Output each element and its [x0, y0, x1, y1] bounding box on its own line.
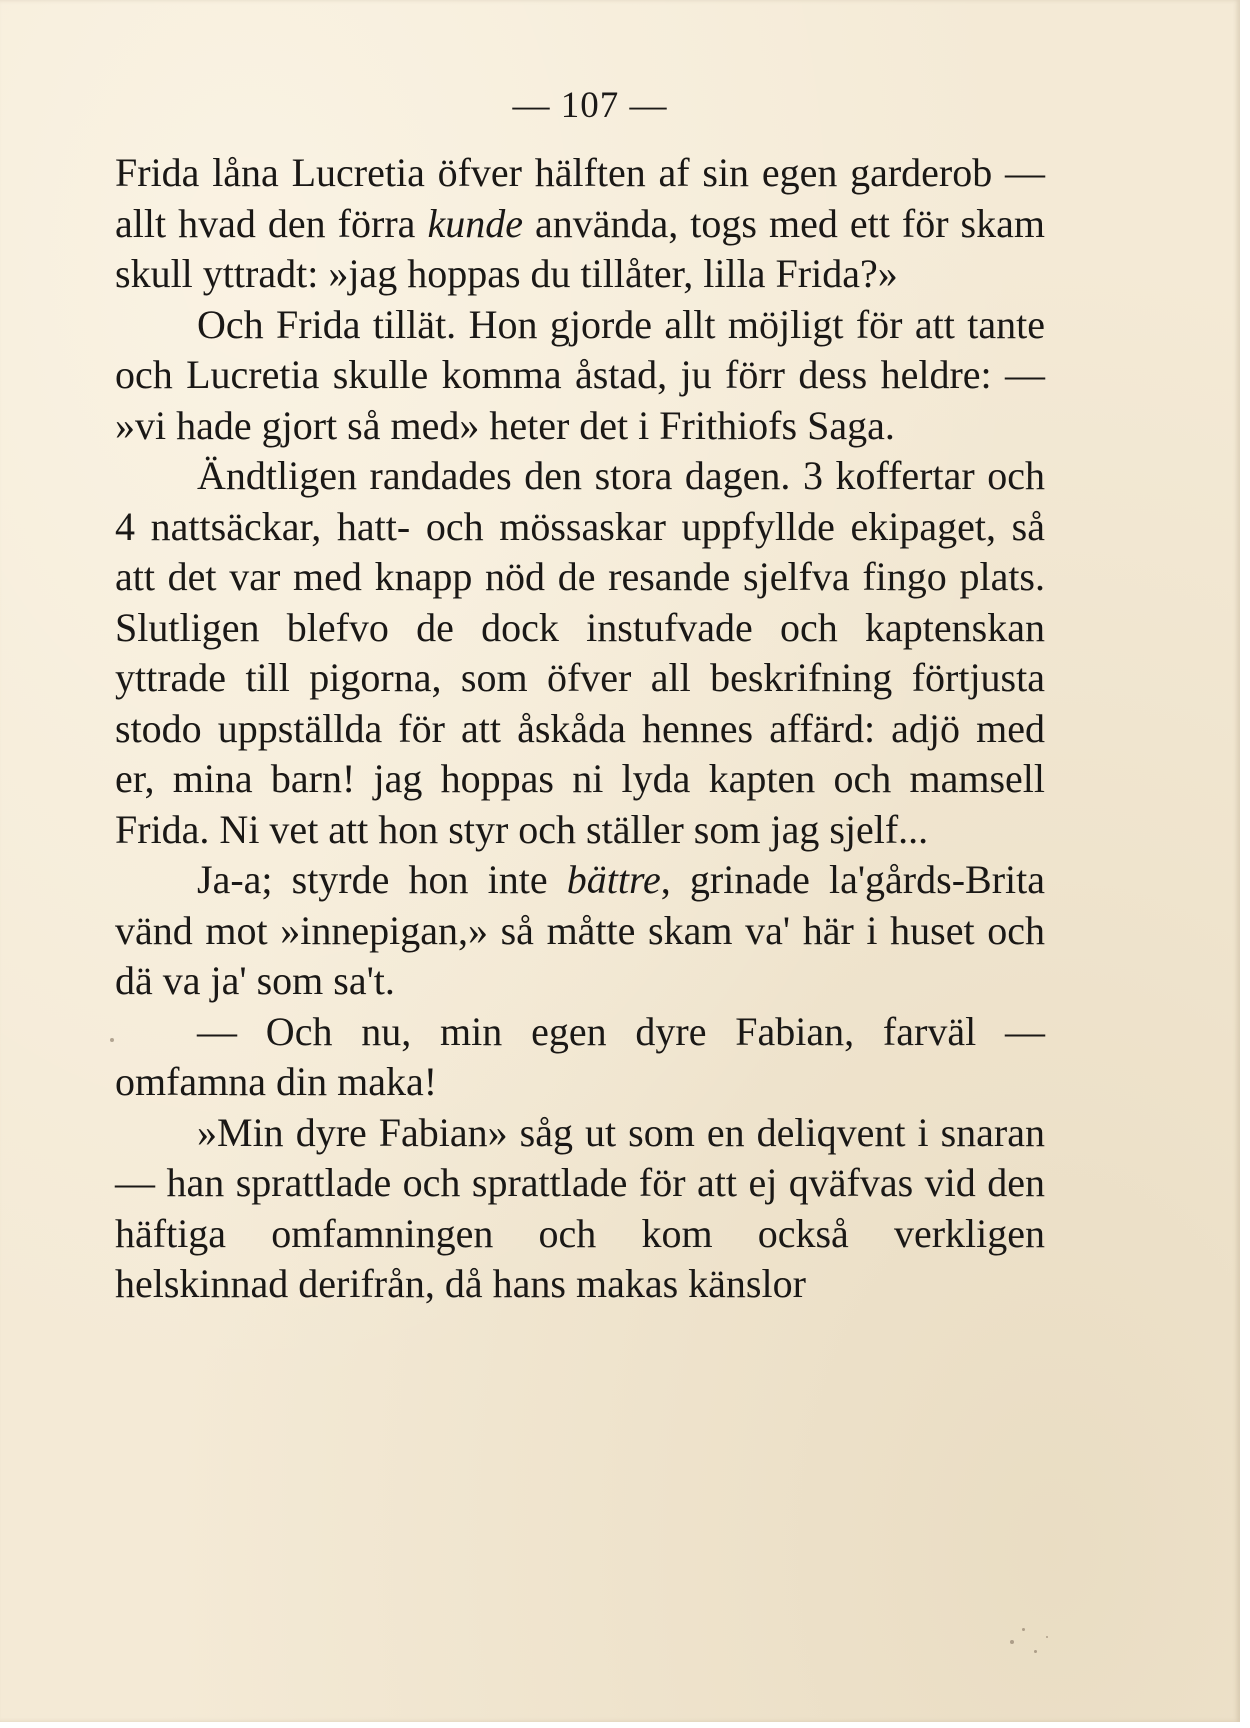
emphasis-text: bättre [566, 857, 661, 902]
paragraph-text: Frida låna Lucretia öfver hälften af sin egen garderob — allt hvad den förra [115, 150, 1045, 246]
paper-speck [1034, 1650, 1037, 1653]
body-text [115, 148, 1045, 1310]
paper-speck [1046, 1636, 1048, 1638]
paragraph-text: Ja-a; styrde hon inte [197, 857, 567, 902]
paragraph-4 [115, 855, 1045, 1007]
paragraph-1 [115, 148, 1045, 300]
paragraph-5 [115, 1007, 1045, 1108]
paper-speck [1022, 1628, 1025, 1631]
emphasis-text: kunde [427, 200, 523, 246]
paragraph-text: — Och nu, min egen dyre Fabian, farväl — omfamna din maka! [115, 1008, 1045, 1104]
paragraph-text: , grinade la'gårds-Brita vänd mot »innepigan,» så måtte skam va' här i huset och dä va ja' som sa't. [115, 857, 1045, 1003]
paragraph-text: Och Frida tillät. Hon gjorde allt möjligt för att tante och Lucretia skulle komma åstad, ju förr dess heldre: — »vi hade gjort så med» heter det i Frithiofs Saga. [115, 301, 1045, 448]
paragraph-3 [115, 451, 1045, 855]
paragraph-2 [115, 300, 1045, 452]
paragraph-6 [115, 1108, 1045, 1310]
page-number: — 107 — [512, 85, 668, 126]
paragraph-text: använda, togs med ett för skam skull yttradt: »jag hoppas du tillåter, lilla Frida?» [115, 200, 1045, 296]
paper-speck [1010, 1640, 1014, 1644]
paper-speck [110, 1038, 114, 1042]
paragraph-text: »Min dyre Fabian» såg ut som en deliqvent i snaran — han sprattlade och sprattlade för att ej qväfvas vid den häftiga omfamningen och kom också verkligen helskinnad derifrån, då hans makas känslor [115, 1109, 1045, 1306]
paragraph-text: Ändtligen randades den stora dagen. 3 koffertar och 4 nattsäckar, hatt- och mössaskar uppfyllde ekipaget, så att det var med knapp nöd de resande sjelfva fingo plats. Slutligen blefvo de dock instufvade och kaptenskan yttrade till pigorna, som öfver all beskrifning förtjusta stodo uppställda för att åskåda hennes affärd: adjö med er, mina barn! jag hoppas ni lyda kapten och mamsell Frida. Ni vet att hon styr och ställer som jag sjelf... [115, 453, 1045, 852]
